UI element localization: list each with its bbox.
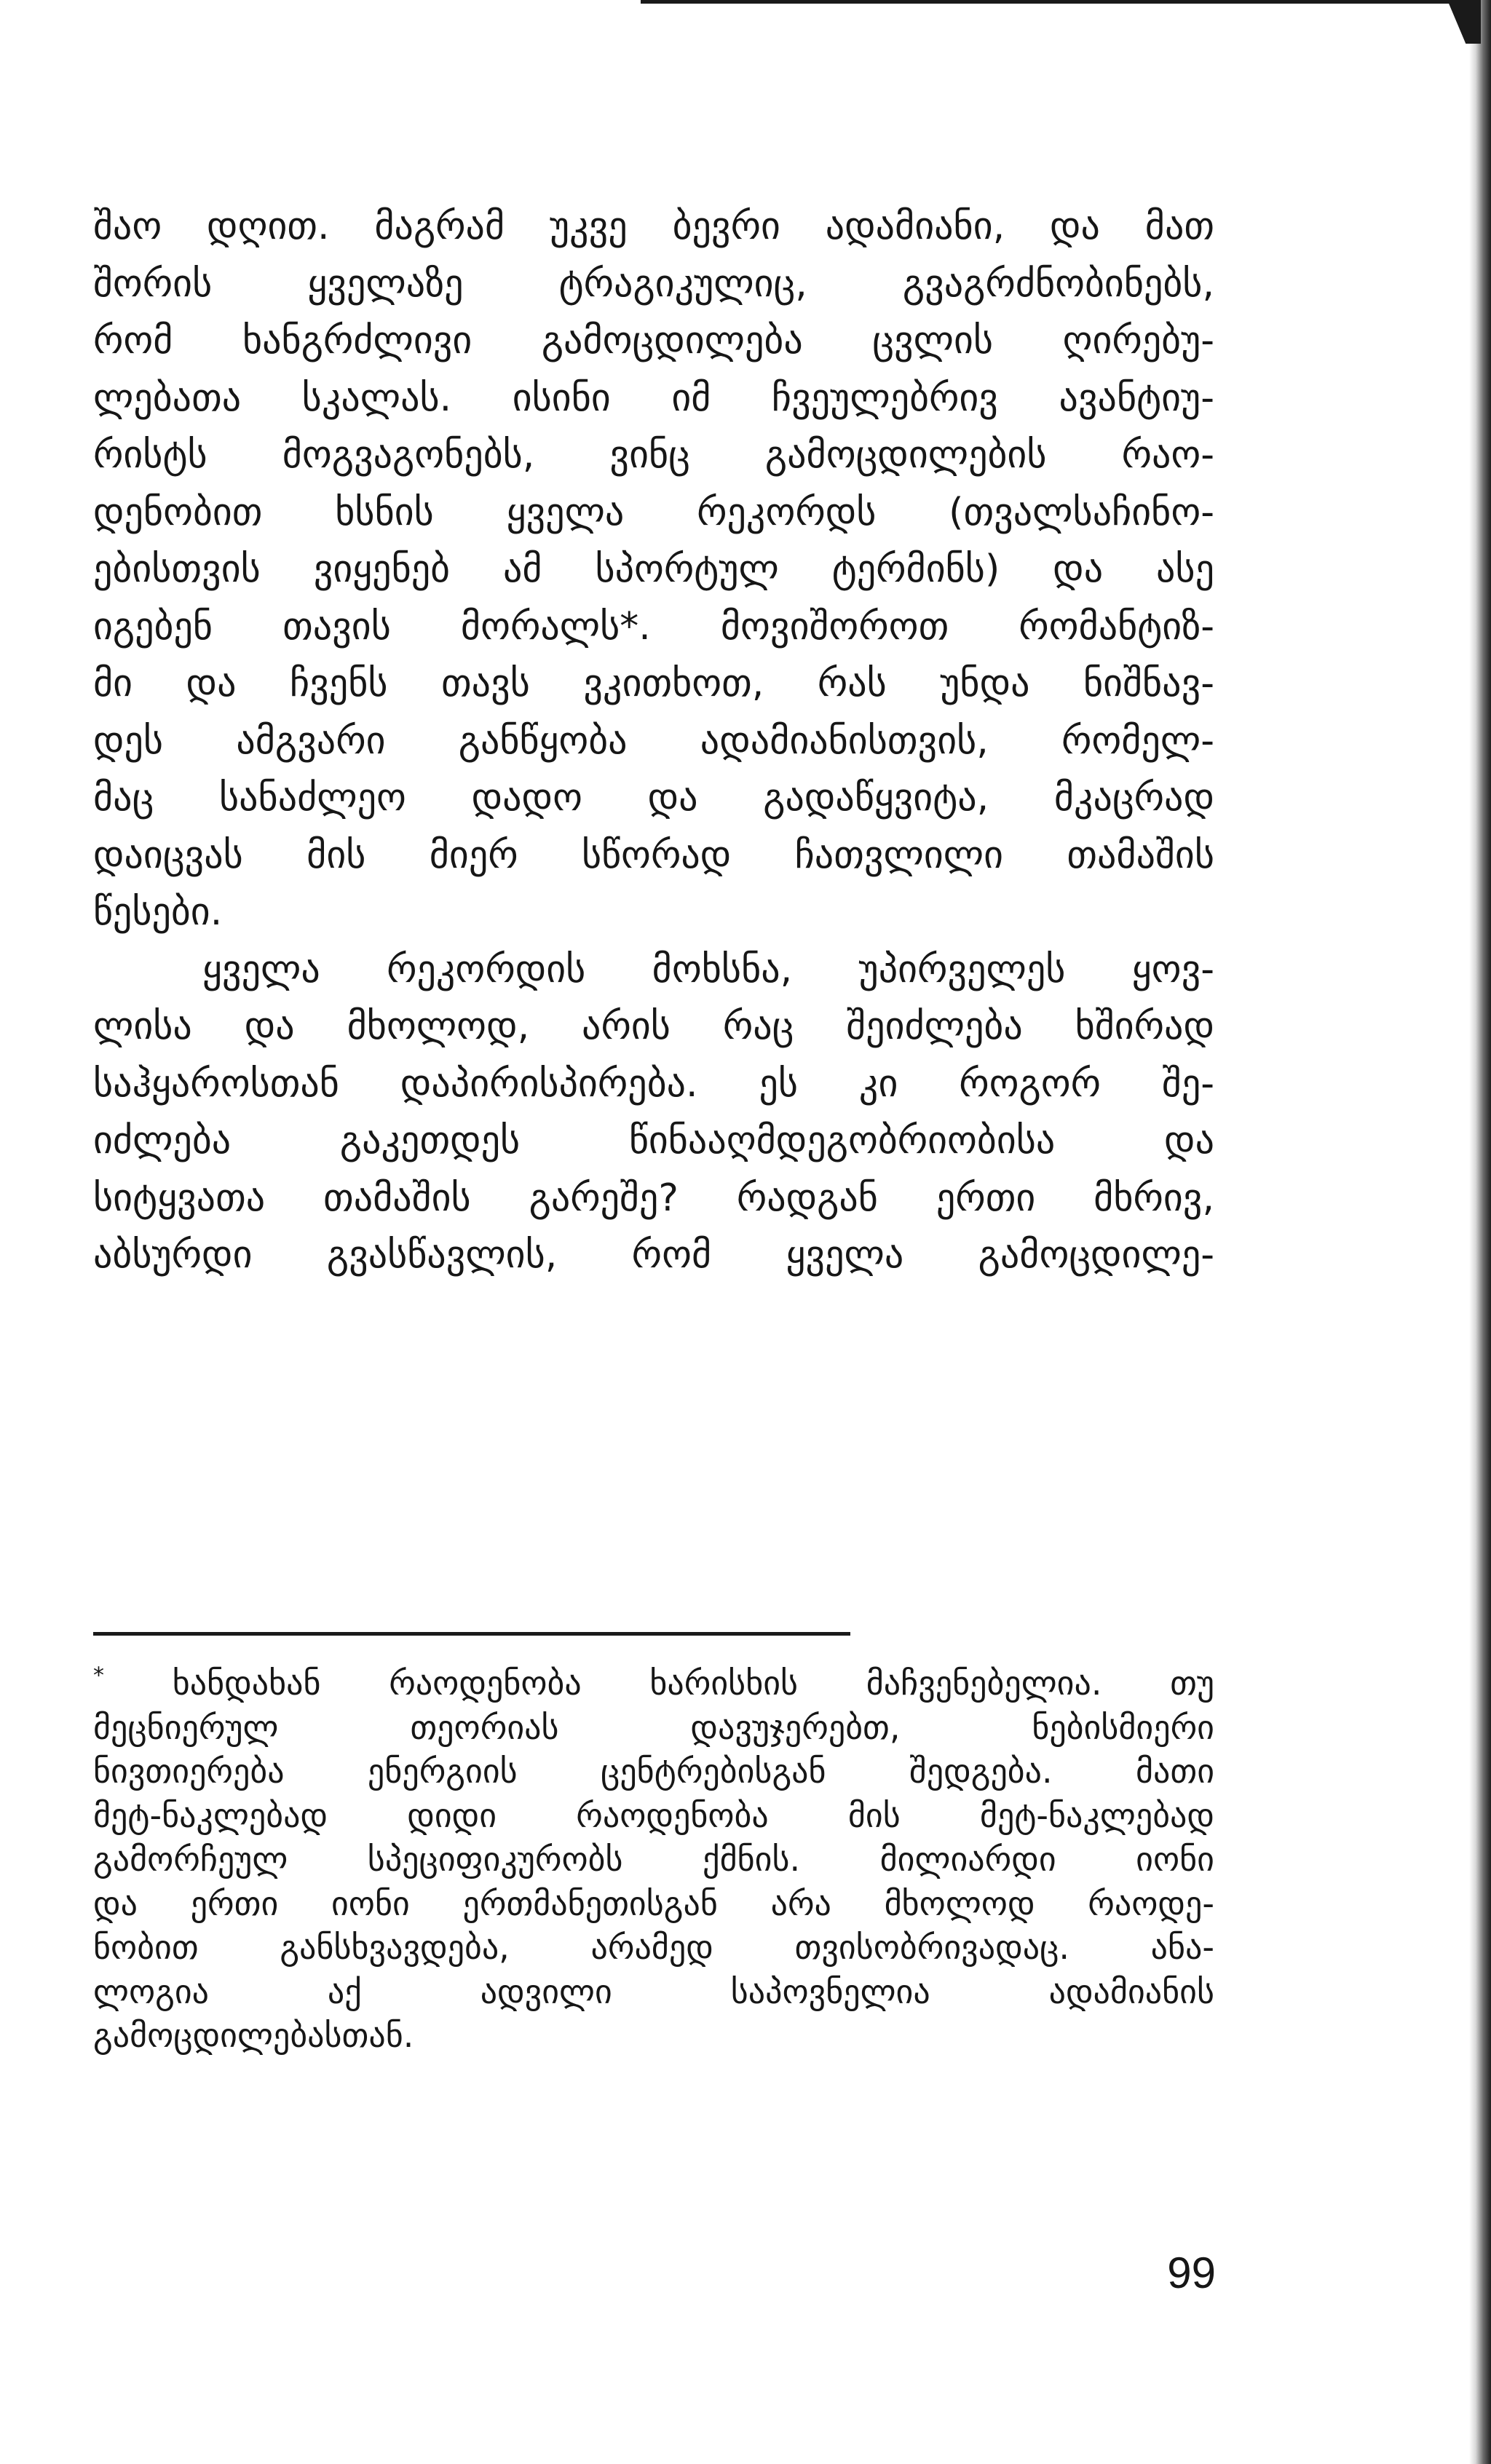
top-edge-rule bbox=[641, 0, 1491, 4]
text-line: ლისა და მხოლოდ, არის რაც შეიძლება ხშირად bbox=[93, 1005, 1214, 1048]
footnote-separator bbox=[93, 1632, 850, 1636]
text-line: დეს ამგვარი განწყობა ადამიანისთვის, რომელ- bbox=[93, 718, 1214, 763]
footnote-line: ნობით განსხვავდება, არამედ თვისობრივადაც. ანა- bbox=[93, 1928, 1214, 1967]
text-line: აბსურდი გვასწავლის, რომ ყველა გამოცდილე- bbox=[93, 1233, 1214, 1277]
text-line: წესები. bbox=[93, 890, 223, 934]
text-line: იძლება გაკეთდეს წინააღმდეგობრიობისა და bbox=[93, 1119, 1214, 1162]
text-line: სიტყვათა თამაშის გარეშე? რადგან ერთი მხრივ, bbox=[93, 1176, 1214, 1220]
text-line: შაო დღით. მაგრამ უკვე ბევრი ადამიანი, და მათ bbox=[93, 205, 1214, 248]
body-text bbox=[93, 198, 1214, 1284]
footnote-line: მეცნიერულ თეორიას დავუჯერებთ, ნებისმიერი bbox=[93, 1707, 1214, 1747]
paragraph-2 bbox=[93, 941, 1214, 1284]
text-line: იგებენ თავის მორალს*. მოვიშოროთ რომანტიზ- bbox=[93, 604, 1214, 649]
text-line: მაც სანაძლეო დადო და გადაწყვიტა, მკაცრად bbox=[93, 776, 1214, 820]
text-line: ყველა რეკორდის მოხსნა, უპირველეს ყოვ- bbox=[202, 947, 1214, 991]
footnote-line: და ერთი იონი ერთმანეთისგან არა მხოლოდ რაოდე- bbox=[93, 1883, 1214, 1923]
footnote-line: ლოგია აქ ადვილი საპოვნელია ადამიანის bbox=[93, 1971, 1214, 2011]
text-line: საჰყაროსთან დაპირისპირება. ეს კი როგორ შე- bbox=[93, 1061, 1214, 1106]
book-binding-edge bbox=[1469, 0, 1491, 2464]
footnote-marker: * bbox=[93, 1663, 104, 1689]
text-line: ებისთვის ვიყენებ ამ სპორტულ ტერმინს) და ასე bbox=[93, 547, 1214, 591]
footnote-line: გამოცდილებასთან. bbox=[93, 2016, 414, 2055]
text-line: ლებათა სკალას. ისინი იმ ჩვეულებრივ ავანტიუ- bbox=[93, 376, 1214, 420]
text-line: მი და ჩვენს თავს ვკითხოთ, რას უნდა ნიშნავ- bbox=[93, 662, 1214, 705]
footnote-line: მეტ-ნაკლებად დიდი რაოდენობა მის მეტ-ნაკლებად bbox=[93, 1795, 1214, 1835]
text-line: დაიცვას მის მიერ სწორად ჩათვლილი თამაშის bbox=[93, 833, 1214, 877]
footnote-line: გამორჩეულ სპეციფიკურობს ქმნის. მილიარდი იონი bbox=[93, 1839, 1214, 1879]
footnote-line: ნივთიერება ენერგიის ცენტრებისგან შედგება. მათი bbox=[93, 1751, 1214, 1791]
text-line: რისტს მოგვაგონებს, ვინც გამოცდილების რაო- bbox=[93, 433, 1214, 477]
page-number: 99 bbox=[1167, 2249, 1216, 2297]
text-line: შორის ყველაზე ტრაგიკულიც, გვაგრძნობინებს, bbox=[93, 261, 1214, 306]
footnote bbox=[93, 1661, 1214, 2058]
paragraph-1 bbox=[93, 198, 1214, 941]
text-line: დენობით ხსნის ყველა რეკორდს (თვალსაჩინო- bbox=[93, 490, 1214, 534]
footnote-line: ხანდახან რაოდენობა ხარისხის მაჩვენებელია. თუ bbox=[172, 1663, 1214, 1703]
binding-shadow bbox=[1447, 0, 1481, 44]
text-line: რომ ხანგრძლივი გამოცდილება ცვლის ღირებუ- bbox=[93, 319, 1214, 363]
